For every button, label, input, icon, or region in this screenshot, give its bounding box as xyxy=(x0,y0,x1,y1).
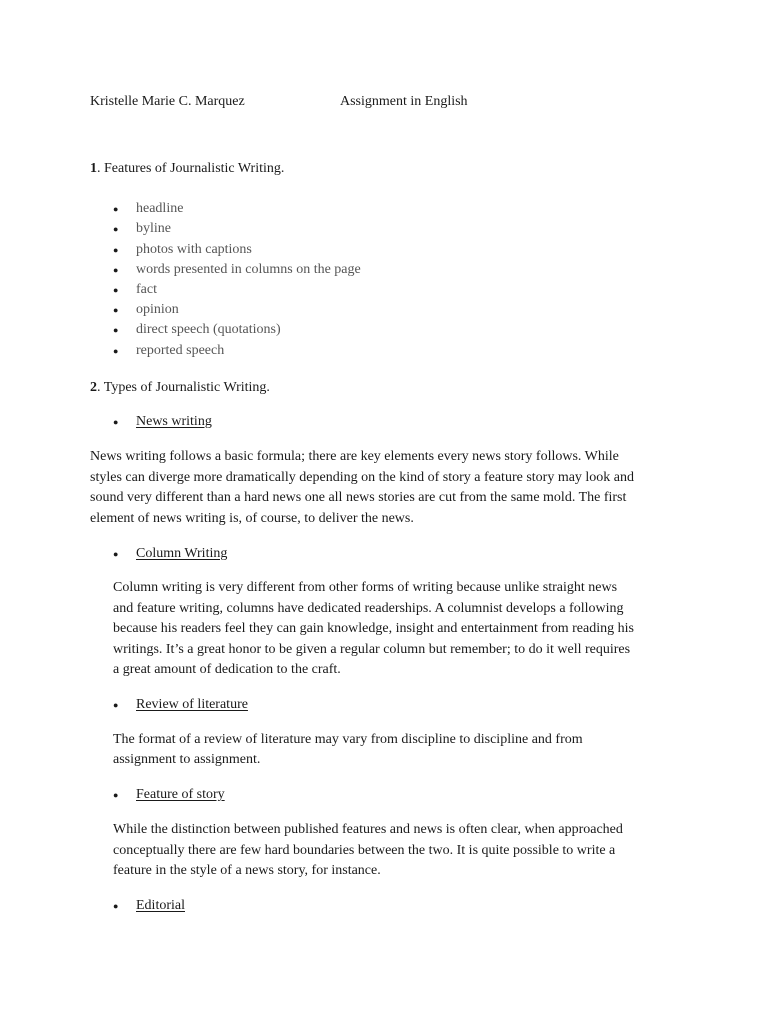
bullet-icon: ● xyxy=(113,700,119,710)
paragraph-line: sound very different than a hard news one all news stories are cut from the same mold. The first xyxy=(90,490,627,505)
paragraph-line: conceptually there are few hard boundaries between the two. It is quite possible to write a xyxy=(113,843,616,858)
list-item-label: headline xyxy=(136,201,184,216)
bullet-icon: ● xyxy=(113,305,119,315)
bullet-icon: ● xyxy=(113,417,119,427)
paragraph-line: and feature writing, columns have dedicated readerships. A columnist develops a following xyxy=(113,601,624,616)
paragraph-line: News writing follows a basic formula; there are key elements every news story follows. While xyxy=(90,449,619,464)
type-title: Feature of story xyxy=(136,787,225,802)
paragraph-line: element of news writing is, of course, to deliver the news. xyxy=(90,511,414,526)
list-item-label: reported speech xyxy=(136,343,225,358)
bullet-icon: ● xyxy=(113,549,119,559)
assignment-title: Assignment in English xyxy=(340,94,468,109)
list-item-label: byline xyxy=(136,221,171,236)
type-title: Review of literature xyxy=(136,697,248,712)
paragraph-line: feature in the style of a news story, for instance. xyxy=(113,863,381,878)
paragraph-line: The format of a review of literature may vary from discipline to discipline and from xyxy=(113,732,583,747)
section2-heading-text: . Types of Journalistic Writing. xyxy=(97,380,270,395)
bullet-icon: ● xyxy=(113,265,119,275)
type-title: Editorial xyxy=(136,898,185,913)
bullet-icon: ● xyxy=(113,285,119,295)
bullet-icon: ● xyxy=(113,346,119,356)
paragraph-line: Column writing is very different from other forms of writing because unlike straight news xyxy=(113,580,618,595)
list-item-label: photos with captions xyxy=(136,242,252,257)
section2-heading xyxy=(90,378,270,398)
list-item-label: words presented in columns on the page xyxy=(136,262,361,277)
section2-number: 2 xyxy=(90,380,97,395)
paragraph-line: While the distinction between published features and news is often clear, when approached xyxy=(113,822,623,837)
paragraph-line: writings. It’s a great honor to be given a regular column but remember; to do it well requires xyxy=(113,642,631,657)
section1-heading-text: . Features of Journalistic Writing. xyxy=(97,161,285,176)
section1-heading xyxy=(90,159,284,179)
paragraph-line: styles can diverge more dramatically depending on the kind of story a feature story may look and xyxy=(90,470,635,485)
paragraph-line: assignment to assignment. xyxy=(113,752,261,767)
list-item-label: fact xyxy=(136,282,157,297)
author-name: Kristelle Marie C. Marquez xyxy=(90,94,245,109)
type-title: News writing xyxy=(136,414,212,429)
bullet-icon: ● xyxy=(113,224,119,234)
bullet-icon: ● xyxy=(113,901,119,911)
bullet-icon: ● xyxy=(113,245,119,255)
paragraph-line: a great amount of dedication to the craft. xyxy=(113,662,341,677)
type-title: Column Writing xyxy=(136,546,228,561)
section1-number: 1 xyxy=(90,161,97,176)
bullet-icon: ● xyxy=(113,790,119,800)
list-item-label: opinion xyxy=(136,302,179,317)
bullet-icon: ● xyxy=(113,325,119,335)
bullet-icon: ● xyxy=(113,204,119,214)
list-item-label: direct speech (quotations) xyxy=(136,322,281,337)
paragraph-line: because his readers feel they can gain knowledge, insight and entertainment from reading his xyxy=(113,621,634,636)
